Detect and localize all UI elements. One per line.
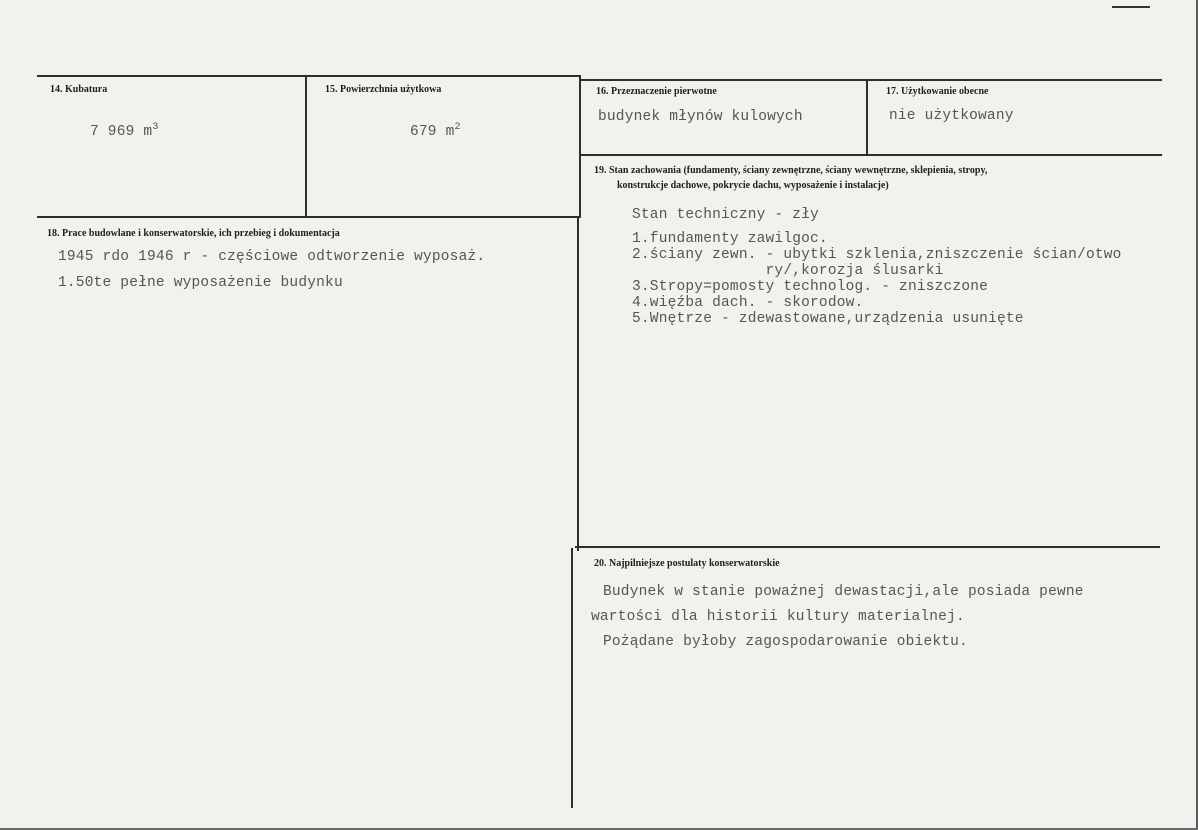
divider-18-19 — [577, 217, 579, 551]
divider-15-16 — [579, 76, 581, 218]
field-17-label: 17. Użytkowanie obecne — [886, 86, 989, 97]
field-19-line: 4.więźba dach. - skorodow. — [632, 295, 864, 311]
field-19-line: 1.fundamenty zawilgoc. — [632, 231, 828, 247]
divider-16-17 — [866, 80, 868, 154]
field-20-line: wartości dla historii kultury materialnej. — [591, 609, 965, 625]
field-20-line: Budynek w stanie poważnej dewastacji,ale posiada pewne — [603, 584, 1084, 600]
field-18-label: 18. Prace budowlane i konserwatorskie, ich przebieg i dokumentacja — [47, 228, 340, 239]
field-19-label-line1: 19. Stan zachowania (fundamenty, ściany zewnętrzne, ściany wewnętrzne, sklepienia, stropy, — [594, 165, 988, 176]
rule-above-20 — [575, 546, 1160, 548]
field-20-label: 20. Najpilniejsze postulaty konserwatorskie — [594, 558, 780, 569]
field-16-label: 16. Przeznaczenie pierwotne — [596, 86, 717, 97]
field-17-value: nie użytkowany — [889, 108, 1014, 124]
field-14-label: 14. Kubatura — [50, 84, 108, 95]
rule-above-18 — [37, 216, 580, 218]
field-18-line: 1945 rdo 1946 r - częściowe odtworzenie wyposaż. — [58, 249, 486, 265]
rule-above-19 — [581, 154, 1162, 156]
divider-14-15 — [305, 76, 307, 216]
field-16-value: budynek młynów kulowych — [598, 109, 803, 125]
divider-18-20 — [571, 548, 573, 808]
field-15-label: 15. Powierzchnia użytkowa — [325, 84, 442, 95]
field-19-line: 2.ściany zewn. - ubytki szklenia,zniszczenie ścian/otwo — [632, 247, 1122, 263]
field-19-line: ry/,korozja ślusarki — [632, 263, 944, 279]
corner-mark — [1112, 6, 1150, 8]
field-18-line: 1.50te pełne wyposażenie budynku — [58, 275, 343, 291]
field-19-line: 3.Stropy=pomosty technolog. - zniszczone — [632, 279, 989, 295]
field-14-value: 7 969 $m^3$ — [90, 122, 159, 140]
field-20-line: Pożądane byłoby zagospodarowanie obiektu. — [603, 634, 968, 650]
row-top-rule-right — [581, 79, 1162, 81]
field-19-line: 5.Wnętrze - zdewastowane,urządzenia usunięte — [632, 311, 1024, 327]
row-top-rule-left — [37, 75, 581, 77]
field-19-heading: Stan techniczny - zły — [632, 207, 819, 223]
field-15-value: 679 $m^2$ — [410, 122, 461, 140]
field-19-label-line2: konstrukcje dachowe, pokrycie dachu, wyposażenie i instalacje) — [617, 180, 889, 191]
